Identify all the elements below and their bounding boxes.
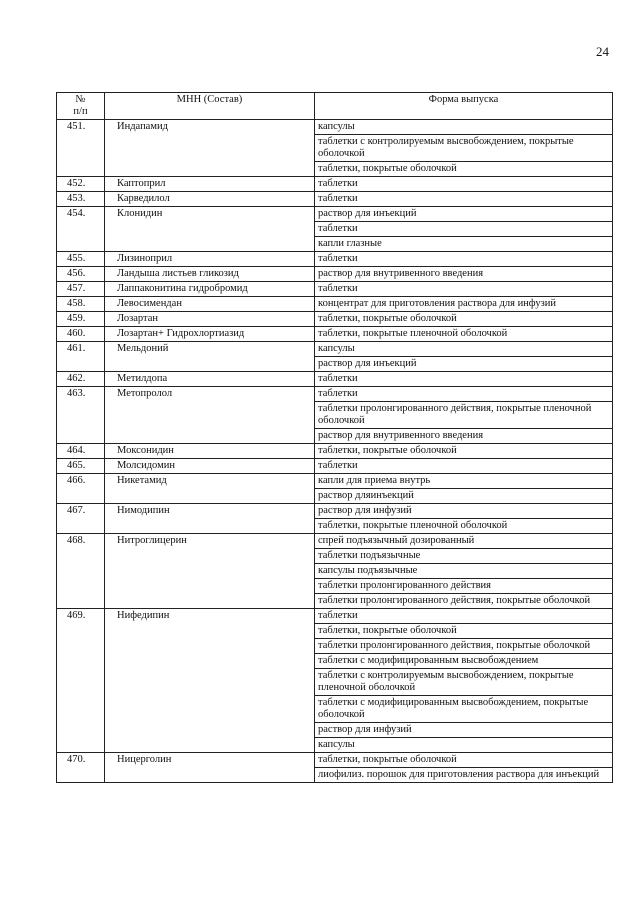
row-number: 463. [57,387,105,444]
dosage-form: капсулы [318,739,355,750]
dosage-forms-cell [315,342,613,372]
table-row [57,753,613,783]
drug-name: Мельдоний [105,342,315,372]
table-row [57,504,613,534]
page-number: 24 [596,44,609,59]
row-number: 454. [57,207,105,252]
dosage-form: раствор для инфузий [315,723,612,738]
table-row [57,474,613,504]
table-row [57,282,613,297]
table-row [57,387,613,444]
table-row [57,120,613,177]
drug-name: Моксонидин [105,444,315,459]
table-body [57,120,613,783]
dosage-forms-cell [315,282,613,297]
dosage-form: таблетки [318,460,358,471]
drug-name: Нифедипин [105,609,315,753]
dosage-form: таблетки [318,178,358,189]
row-number: 457. [57,282,105,297]
dosage-form: раствор дляинъекций [318,490,414,501]
dosage-forms-cell [315,120,613,177]
row-number: 459. [57,312,105,327]
dosage-form: таблетки [318,283,358,294]
dosage-form: раствор для инфузий [315,504,612,519]
drug-name: Молсидомин [105,459,315,474]
row-number: 458. [57,297,105,312]
table-row [57,312,613,327]
row-number: 461. [57,342,105,372]
dosage-forms-cell [315,297,613,312]
dosage-forms-cell [315,387,613,444]
table-header-row [57,93,613,120]
dosage-form: таблетки [318,193,358,204]
dosage-form: спрей подъязычный дозированный [315,534,612,549]
table-row [57,534,613,609]
drug-name: Левосимендан [105,297,315,312]
drug-name: Каптоприл [105,177,315,192]
dosage-forms-cell [315,444,613,459]
table-row [57,342,613,372]
dosage-form: таблетки подъязычные [315,549,612,564]
dosage-form: таблетки, покрытые оболочкой [318,313,457,324]
drug-name: Нимодипин [105,504,315,534]
dosage-form: таблетки, покрытые оболочкой [315,624,612,639]
dosage-form: концентрат для приготовления раствора для инфузий [318,298,556,309]
row-number: 467. [57,504,105,534]
header-name: МНН (Состав) [105,93,315,120]
dosage-forms-cell [315,534,613,609]
dosage-form: таблетки, покрытые пленочной оболочкой [318,328,508,339]
dosage-forms-cell [315,312,613,327]
drug-name: Лизиноприл [105,252,315,267]
row-number: 465. [57,459,105,474]
dosage-forms-cell [315,753,613,783]
dosage-forms-cell [315,177,613,192]
dosage-form: раствор для инъекций [318,358,417,369]
row-number: 451. [57,120,105,177]
dosage-forms-cell [315,207,613,252]
header-number: № п/п [57,93,105,120]
drug-name: Лозартан+ Гидрохлортиазид [105,327,315,342]
dosage-forms-cell [315,474,613,504]
table-row [57,327,613,342]
dosage-form: таблетки пролонгированного действия, покрытые пленочной оболочкой [315,402,612,429]
drug-name: Метилдопа [105,372,315,387]
dosage-form: капли глазные [318,238,382,249]
dosage-form: капсулы [315,342,612,357]
dosage-forms-cell [315,267,613,282]
drug-name: Ландыша листьев гликозид [105,267,315,282]
table-row [57,192,613,207]
dosage-form: раствор для инъекций [315,207,612,222]
drug-table [56,92,613,783]
table-row [57,252,613,267]
row-number: 456. [57,267,105,282]
dosage-form: таблетки, покрытые пленочной оболочкой [318,520,508,531]
dosage-form: таблетки с контролируемым высвобождением, покрытые пленочной оболочкой [315,669,612,696]
dosage-form: раствор для внутривенного введения [318,430,484,441]
row-number: 466. [57,474,105,504]
dosage-form: таблетки с контролируемым высвобождением, покрытые оболочкой [315,135,612,162]
dosage-form: таблетки, покрытые оболочкой [318,445,457,456]
table-row [57,267,613,282]
dosage-form: таблетки пролонгированного действия, покрытые оболочкой [315,639,612,654]
dosage-form: раствор для внутривенного введения [318,268,484,279]
dosage-form: капсулы подъязычные [315,564,612,579]
dosage-forms-cell [315,459,613,474]
dosage-form: таблетки [318,253,358,264]
dosage-form: таблетки с модифицированным высвобождением [315,654,612,669]
dosage-form: таблетки [318,373,358,384]
table-row [57,297,613,312]
dosage-form: таблетки, покрытые оболочкой [315,753,612,768]
header-form: Форма выпуска [315,93,613,120]
dosage-form: таблетки, покрытые оболочкой [318,163,457,174]
table-row [57,177,613,192]
row-number: 470. [57,753,105,783]
row-number: 468. [57,534,105,609]
row-number: 464. [57,444,105,459]
row-number: 455. [57,252,105,267]
dosage-forms-cell [315,504,613,534]
row-number: 460. [57,327,105,342]
row-number: 452. [57,177,105,192]
drug-name: Нитроглицерин [105,534,315,609]
drug-name: Никетамид [105,474,315,504]
table-row [57,372,613,387]
drug-name: Лозартан [105,312,315,327]
dosage-forms-cell [315,327,613,342]
row-number: 469. [57,609,105,753]
drug-name: Индапамид [105,120,315,177]
dosage-form: таблетки [315,609,612,624]
dosage-forms-cell [315,192,613,207]
row-number: 453. [57,192,105,207]
table-row [57,609,613,753]
dosage-form: таблетки пролонгированного действия, покрытые оболочкой [318,595,591,606]
dosage-form: таблетки [315,387,612,402]
dosage-forms-cell [315,372,613,387]
row-number: 462. [57,372,105,387]
dosage-form: таблетки пролонгированного действия [315,579,612,594]
table-row [57,207,613,252]
drug-name: Карведилол [105,192,315,207]
dosage-form: таблетки [315,222,612,237]
dosage-form: таблетки с модифицированным высвобождением, покрытые оболочкой [315,696,612,723]
table-row [57,444,613,459]
dosage-forms-cell [315,252,613,267]
dosage-form: лиофилиз. порошок для приготовления раствора для инъекций [318,769,600,780]
drug-name: Ницерголин [105,753,315,783]
dosage-form: капсулы [315,120,612,135]
dosage-forms-cell [315,609,613,753]
drug-name: Метопролол [105,387,315,444]
table-row [57,459,613,474]
drug-name: Клонидин [105,207,315,252]
drug-name: Лаппаконитина гидробромид [105,282,315,297]
dosage-form: капли для приема внутрь [315,474,612,489]
